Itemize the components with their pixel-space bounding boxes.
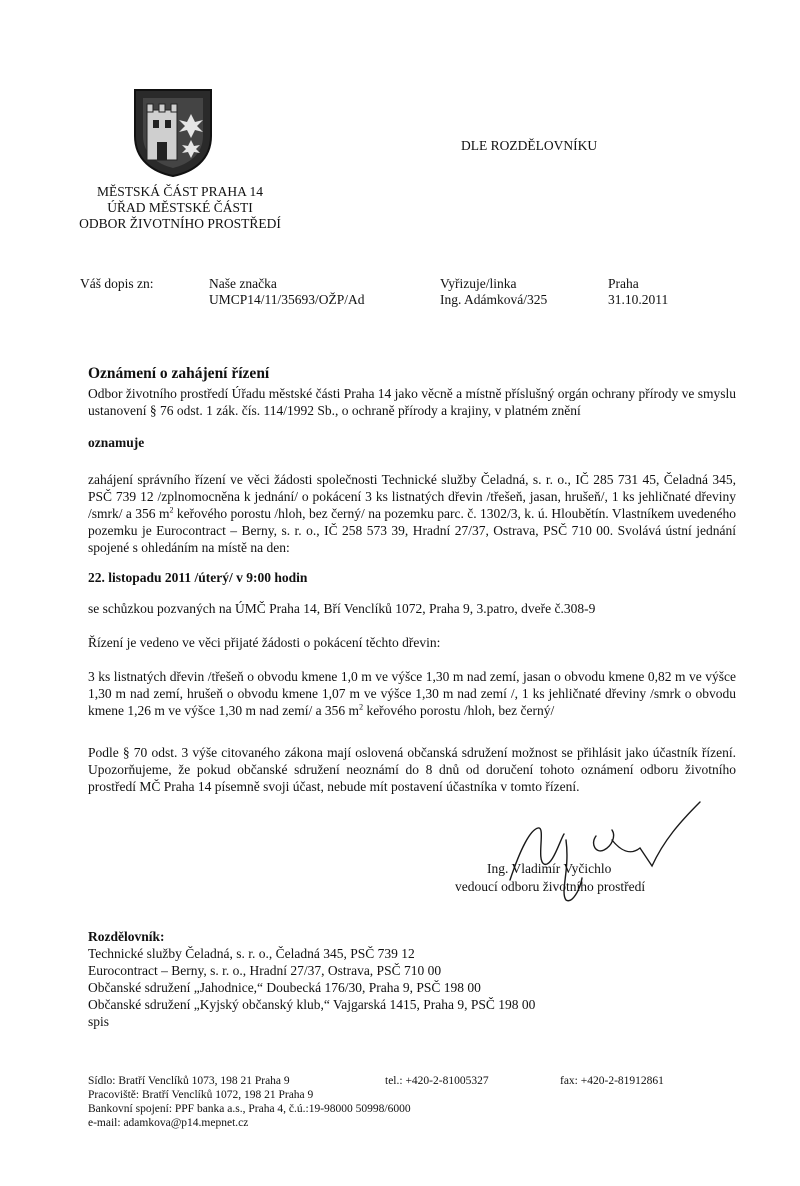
our-ref-block [209, 276, 365, 308]
handled-by-value: Ing. Adámková/325 [440, 292, 548, 307]
distribution-item: Občanské sdružení „Jahodnice,“ Doubecká 176/30, Praha 9, PSČ 198 00 [88, 980, 481, 995]
notice-paragraph: Podle § 70 odst. 3 výše citovaného zákona mají oslovená občanská sdružení možnost se přihlásit jako účastník řízení. Upozorňujeme, že pokud občanské sdružení neoznámí do 8 dnů od doručení tohoto oznámení odboru životního prostředí MČ Praha 14 písemně svoji účast, nebude mít postavení účastníka v tomto řízení. [88, 745, 736, 794]
footer-bank: Bankovní spojení: PPF banka a.s., Praha 4, č.ú.:19-98000 50998/6000 [88, 1103, 411, 1115]
handled-by-block [440, 276, 547, 308]
meeting-date: 22. listopadu 2011 /úterý/ v 9:00 hodin [88, 570, 308, 585]
signatory-name: Ing. Vladimír Vyčichlo [487, 861, 612, 876]
trees-sup: 2 [359, 702, 364, 712]
your-letter-label: Váš dopis zn: [80, 276, 154, 291]
distribution-item: Eurocontract – Berny, s. r. o., Hradní 27/37, Ostrava, PSČ 710 00 [88, 963, 442, 978]
main-paragraph-part-1: zahájení správního řízení ve věci žádosti společnosti Technické služby Čeladná, s. r. o., IČ 285 731 45, Čeladná 345, PSČ 739 12 /zplnomocněna k jednání/ o pokácení 3 ks listnatých dřevin /třešeň, jasan, hrušeň/, 1 ks jehličnaté dřeviny /smrk/ a 356 m [88, 472, 736, 521]
handled-by-label: Vyřizuje/linka [440, 276, 517, 291]
main-paragraph-sup: 2 [169, 505, 174, 515]
office-line-3: ODBOR ŽIVOTNÍHO PROSTŘEDÍ [79, 216, 281, 231]
meeting-place: se schůzkou pozvaných na ÚMČ Praha 14, Bří Venclíků 1072, Praha 9, 3.patro, dveře č.308-9 [88, 601, 596, 616]
footer-fax: fax: +420-2-81912861 [560, 1075, 664, 1087]
document-title: Oznámení o zahájení řízení [88, 365, 270, 382]
distribution-title: Rozdělovník: [88, 929, 165, 944]
coat-of-arms-emblem [133, 88, 213, 178]
office-header [50, 184, 310, 232]
footer-email: e-mail: adamkova@p14.mepnet.cz [88, 1117, 249, 1129]
office-line-1: MĚSTSKÁ ČÁST PRAHA 14 [97, 184, 263, 199]
intro-paragraph: Odbor životního prostředí Úřadu městské části Praha 14 jako věcně a místně příslušný orgán ochrany přírody ve smyslu ustanovení § 76 odst. 1 zák. čís. 114/1992 Sb., o ochraně přírody a krajiny, v platném znění [88, 386, 736, 418]
footer-address: Sídlo: Bratří Venclíků 1073, 198 21 Praha 9 [88, 1075, 290, 1087]
office-line-2: ÚŘAD MĚSTSKÉ ČÁSTI [107, 200, 253, 215]
distribution-item: spis [88, 1014, 110, 1029]
our-ref-value: UMCP14/11/35693/OŽP/Ad [209, 292, 365, 307]
trees-paragraph [88, 668, 736, 719]
main-paragraph [88, 471, 736, 556]
trees-part-2: keřového porostu /hloh, bez černý/ [363, 703, 555, 718]
signatory-role: vedoucí odboru životního prostředí [455, 879, 646, 894]
distribution-item: Technické služby Čeladná, s. r. o., Čeladná 345, PSČ 739 12 [88, 946, 415, 961]
place: Praha [608, 276, 639, 291]
footer-workplace: Pracoviště: Bratří Venclíků 1072, 198 21 Praha 9 [88, 1089, 314, 1101]
trees-part-1: 3 ks listnatých dřevin /třešeň o obvodu kmene 1,0 m ve výšce 1,30 m nad zemí, jasan o obvodu kmene 0,82 m ve výšce 1,30 m nad zemí, hrušeň o obvodu kmene 1,07 m ve výšce 1,30 m nad zemí /, 1 ks jehličnaté dřeviny /smrk o obvodu kmene 1,26 m ve výšce 1,30 m nad zemí/ a 356 m [88, 669, 736, 718]
main-paragraph-part-2: keřového porostu /hloh, bez černý/ na pozemku parc. č. 1302/3, k. ú. Hloubětín. Vlastníkem uvedeného pozemku je Eurocontract – Berny, s. r. o., IČ 258 573 39, Hradní 27/37, Ostrava, PSČ 710 00. Svolává ústní jednání spojené s ohledáním na místě na den: [88, 506, 737, 555]
recipient-label: DLE ROZDĚLOVNÍKU [461, 138, 598, 153]
announces-heading: oznamuje [88, 435, 145, 450]
distribution-item: Občanské sdružení „Kyjský občanský klub,“ Vajgarská 1415, Praha 9, PSČ 198 00 [88, 997, 536, 1012]
subject-intro: Řízení je vedeno ve věci přijaté žádosti o pokácení těchto dřevin: [88, 635, 441, 650]
our-ref-label: Naše značka [209, 276, 277, 291]
footer-phone: tel.: +420-2-81005327 [385, 1075, 489, 1087]
place-date-block [608, 276, 668, 308]
distribution-list [88, 945, 535, 1030]
date: 31.10.2011 [608, 292, 669, 307]
